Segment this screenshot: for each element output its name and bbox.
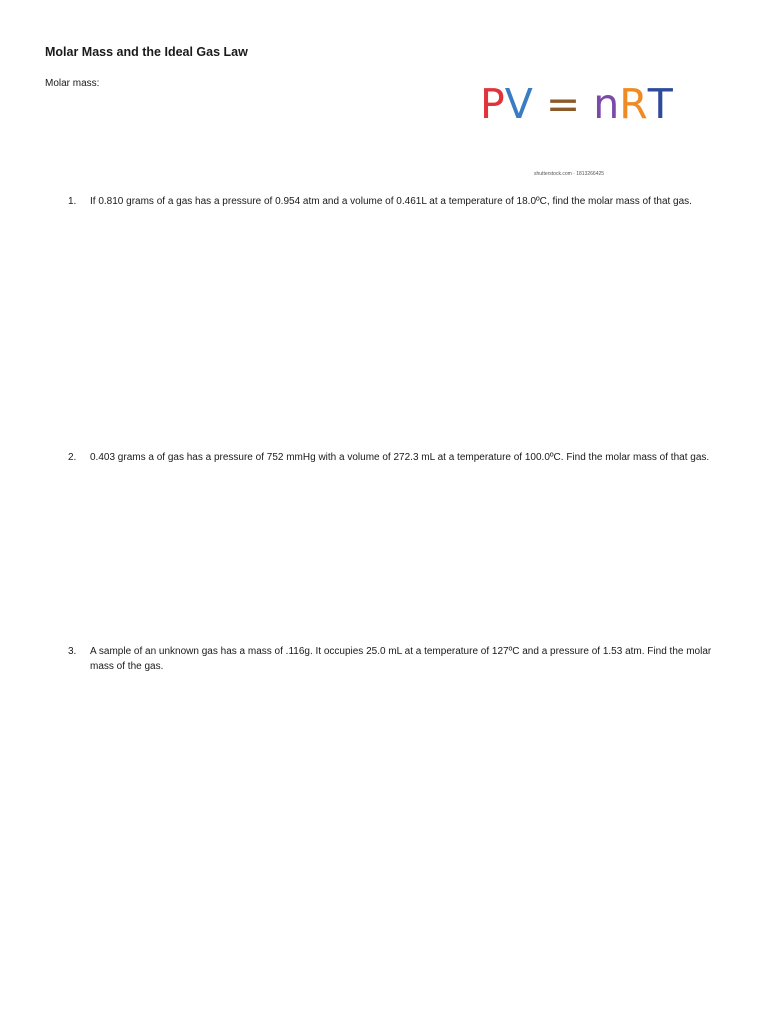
question-text: A sample of an unknown gas has a mass of .116g. It occupies 25.0 mL at a temperature of 127ºC and a pressure of 1.53 atm. Find the molar mass of the gas. xyxy=(90,646,712,672)
question-number: 1. xyxy=(68,196,77,207)
question-2 xyxy=(68,450,718,465)
formula-n: n xyxy=(593,80,620,128)
ideal-gas-law-formula xyxy=(480,80,673,128)
question-1 xyxy=(68,194,718,209)
formula-r: R xyxy=(619,80,648,128)
question-text: If 0.810 grams of a gas has a pressure of 0.954 atm and a volume of 0.461L at a temperature of 18.0ºC, find the molar mass of that gas. xyxy=(90,196,692,207)
question-number: 3. xyxy=(68,646,77,657)
page-title: Molar Mass and the Ideal Gas Law xyxy=(45,45,248,59)
question-number: 2. xyxy=(68,452,77,463)
formula-t: T xyxy=(647,80,673,128)
formula-p: P xyxy=(480,80,505,128)
formula-equals: = xyxy=(532,80,594,128)
molar-mass-heading: Molar mass: xyxy=(45,78,100,89)
formula-v: V xyxy=(504,80,533,128)
question-3 xyxy=(68,644,718,674)
stock-image-watermark: shutterstock.com · 1813266425 xyxy=(534,171,605,177)
question-text: 0.403 grams a of gas has a pressure of 752 mmHg with a volume of 272.3 mL at a temperature of 100.0ºC. Find the molar mass of that gas. xyxy=(90,452,710,463)
ideal-gas-law-image xyxy=(468,58,678,182)
